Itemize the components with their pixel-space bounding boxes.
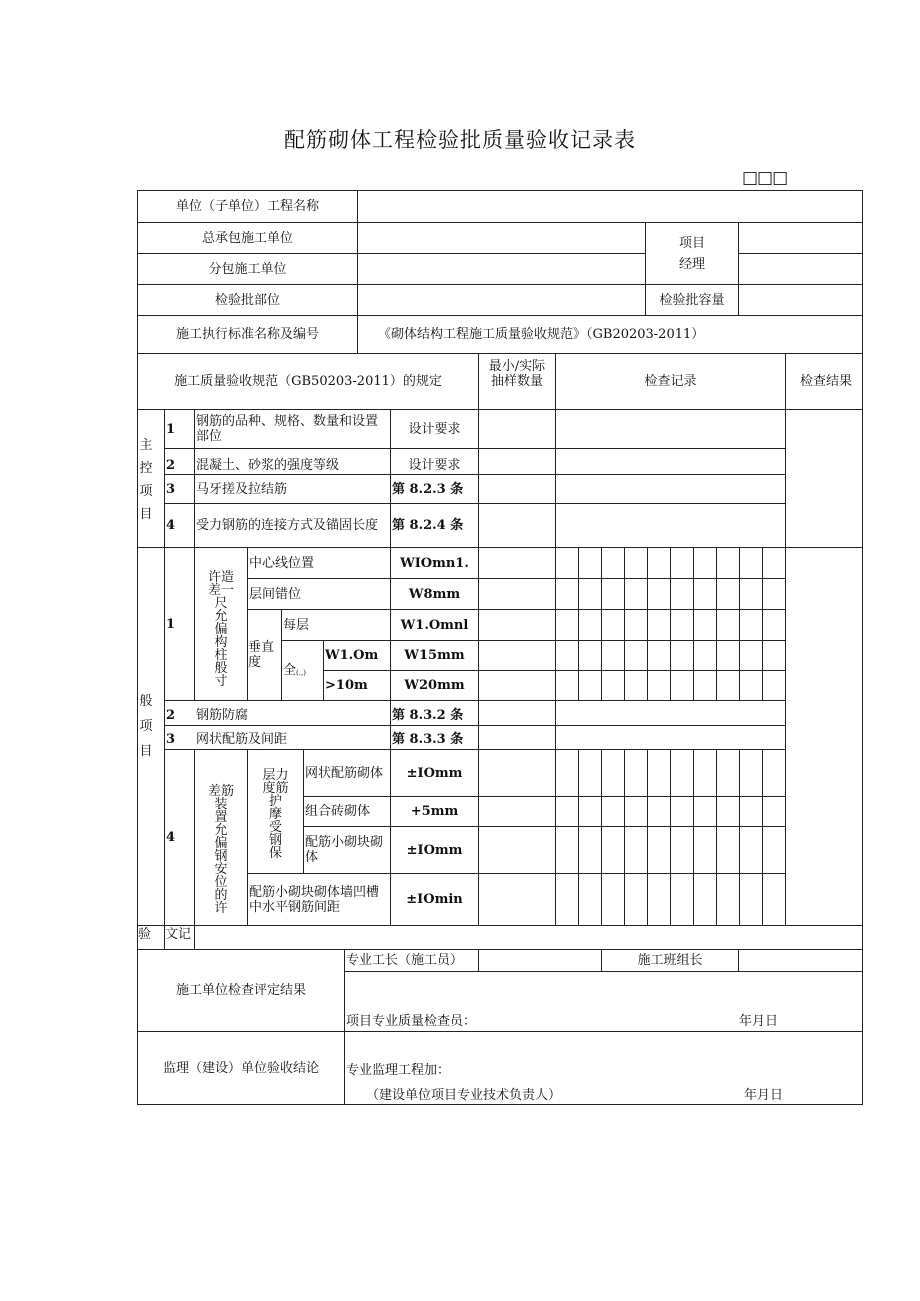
subcontractor-label: 分包施工单位 bbox=[208, 261, 287, 277]
main-item-req: 设计要求 bbox=[408, 458, 461, 473]
group-char: 尺 bbox=[214, 595, 228, 611]
group-char: 置 bbox=[214, 810, 228, 825]
main-item-req: 第 8.2.4 条 bbox=[392, 518, 464, 533]
main-item-name: 钢筋的品种、规格、数量和设置部位 bbox=[196, 414, 379, 444]
sample-header bbox=[479, 354, 555, 394]
group-char: 许 bbox=[214, 901, 228, 916]
main-item-req: 设计要求 bbox=[408, 421, 461, 437]
general-row-name: >10m bbox=[325, 678, 368, 693]
cover-char: 层力 bbox=[262, 767, 289, 783]
main-control-label bbox=[138, 420, 154, 540]
vertical-label bbox=[248, 630, 281, 680]
main-item-name: 混凝土、砂浆的强度等级 bbox=[196, 458, 340, 473]
acceptance-docs-label: 文记 bbox=[165, 927, 192, 942]
main-item-no: 1 bbox=[166, 421, 176, 437]
project-manager-label bbox=[646, 223, 738, 284]
foreman-label: 专业工长（施工员） bbox=[346, 953, 464, 968]
group-char: 般 bbox=[214, 660, 228, 676]
record-grid bbox=[579, 547, 763, 925]
sample-header-1: 最小/实际 bbox=[488, 359, 546, 374]
group-char: 寸 bbox=[214, 673, 228, 689]
team-leader-label: 施工班组长 bbox=[637, 953, 703, 968]
general-item-req: 第 8.3.3 条 bbox=[392, 732, 464, 747]
general-char: 目 bbox=[139, 743, 153, 759]
main-item-req: 第 8.2.3 条 bbox=[392, 481, 464, 497]
general-row-name: 配筋小砌块砌体 bbox=[305, 835, 384, 865]
general-row-name: 层间错位 bbox=[249, 586, 302, 602]
group-char: 许造 bbox=[207, 569, 234, 585]
group-char: 的 bbox=[214, 888, 228, 903]
cover-char: 钢 bbox=[268, 832, 282, 848]
general-row-name: 中心线位置 bbox=[249, 555, 315, 571]
result-header: 检查结果 bbox=[799, 374, 852, 389]
general-row-name: W1.Om bbox=[325, 648, 379, 663]
main-control-char: 控 bbox=[139, 461, 153, 476]
standard-value: 《砌体结构工程施工质量验收规范》（GB20203-2011） bbox=[378, 327, 705, 342]
page-title: 配筋砌体工程检验批质量验收记录表 bbox=[284, 128, 636, 152]
cover-char: 受 bbox=[268, 819, 282, 835]
general-row-req: ±IOmm bbox=[406, 842, 463, 858]
supervision-label: 监理（建设）单位验收结论 bbox=[162, 1060, 319, 1076]
general-item-no: 2 bbox=[166, 707, 176, 723]
rebar-position-label bbox=[195, 778, 247, 922]
main-item-no: 2 bbox=[166, 458, 176, 473]
general-row-req: W1.Omnl bbox=[400, 617, 469, 633]
construction-check-label: 施工单位检查评定结果 bbox=[175, 983, 306, 998]
main-control-char: 目 bbox=[139, 507, 153, 522]
vertical-label-1: 垂直 bbox=[248, 640, 275, 655]
group-char: 柱 bbox=[214, 647, 228, 663]
owner-rep-label: （建设单位项目专业技术负责人） bbox=[366, 1087, 562, 1103]
general-row-name: 配筋小砌块砌体墙凹槽中水平钢筋间距 bbox=[249, 884, 380, 915]
main-control-char: 主 bbox=[139, 438, 153, 453]
group-char: 安 bbox=[214, 862, 228, 877]
group-char: 允 bbox=[214, 608, 228, 624]
group-char: 偏 bbox=[214, 621, 228, 637]
general-label bbox=[138, 676, 154, 776]
record-header: 检查记录 bbox=[644, 374, 697, 389]
group-char: 偏 bbox=[214, 836, 228, 851]
project-name-label: 单位（子单位）工程名称 bbox=[175, 199, 319, 214]
full-height-label bbox=[282, 641, 323, 700]
main-item-no: 3 bbox=[166, 481, 176, 497]
group-char: 差一 bbox=[207, 582, 234, 598]
supervision-date: 年月日 bbox=[744, 1087, 784, 1103]
group-char: 构 bbox=[214, 634, 228, 650]
standard-label: 施工执行标准名称及编号 bbox=[175, 327, 319, 342]
full-height-char: 全 bbox=[283, 663, 297, 678]
general-item-name: 钢筋防腐 bbox=[196, 707, 249, 723]
general-row-req: W15mm bbox=[404, 648, 465, 663]
main-control-char: 项 bbox=[139, 484, 153, 499]
general-row-req: W8mm bbox=[408, 586, 461, 602]
project-manager-label-1: 项目 bbox=[678, 235, 705, 251]
cover-char: 保 bbox=[268, 845, 282, 861]
acceptance-label: 验 bbox=[138, 927, 152, 942]
group-char: 位 bbox=[214, 875, 228, 890]
general-row-req: ±IOmm bbox=[406, 765, 463, 781]
spec-header: 施工质量验收规范（GB50203-2011）的规定 bbox=[174, 374, 442, 389]
vertical-label-2: 度 bbox=[248, 655, 262, 670]
main-item-no: 4 bbox=[166, 518, 176, 533]
general-contractor-label: 总承包施工单位 bbox=[201, 230, 293, 246]
general-char: 般 bbox=[139, 693, 153, 709]
general-row-req: WIOmn1. bbox=[400, 555, 469, 571]
cover-char: 摩 bbox=[268, 806, 282, 822]
general-row-name: 每层 bbox=[283, 617, 310, 633]
general-row-req: W20mm bbox=[404, 678, 465, 693]
main-item-name: 马牙搓及拉结筋 bbox=[196, 481, 288, 497]
general-item-name: 网状配筋及间距 bbox=[196, 732, 288, 747]
group-char: 差筋 bbox=[207, 784, 234, 799]
column-deviation-label bbox=[195, 562, 247, 696]
inspection-part-label: 检验批部位 bbox=[214, 292, 280, 308]
main-item-name: 受力钢筋的连接方式及锚固长度 bbox=[196, 518, 379, 533]
group-char: 装 bbox=[214, 797, 228, 812]
cover-char: 度筋 bbox=[262, 780, 289, 796]
code-boxes: □□□ bbox=[742, 168, 788, 188]
general-item-req: 第 8.3.2 条 bbox=[392, 707, 464, 723]
supervisor-label: 专业监理工程加： bbox=[346, 1062, 451, 1078]
project-manager-label-2: 经理 bbox=[678, 256, 705, 272]
general-item-no: 4 bbox=[166, 830, 176, 845]
group-char: 钢 bbox=[214, 849, 228, 864]
general-item-no: 3 bbox=[166, 732, 176, 747]
general-row-name: 网状配筋砌体 bbox=[305, 765, 384, 781]
quality-inspector-label: 项目专业质量检查员： bbox=[346, 1014, 477, 1029]
group-char: 允 bbox=[214, 823, 228, 838]
cover-thickness-label bbox=[248, 764, 303, 864]
cover-char: 护 bbox=[268, 793, 282, 809]
full-height-sub: (.,) bbox=[296, 669, 306, 677]
general-item-no: 1 bbox=[166, 616, 176, 632]
general-char: 项 bbox=[139, 718, 153, 734]
general-row-req: +5mm bbox=[410, 804, 459, 819]
batch-capacity-label: 检验批容量 bbox=[659, 292, 725, 308]
sample-header-2: 抽样数量 bbox=[490, 374, 543, 389]
general-row-req: ±IOmin bbox=[406, 892, 463, 907]
construction-date: 年月日 bbox=[739, 1014, 779, 1029]
general-row-name: 组合砖砌体 bbox=[305, 804, 371, 819]
